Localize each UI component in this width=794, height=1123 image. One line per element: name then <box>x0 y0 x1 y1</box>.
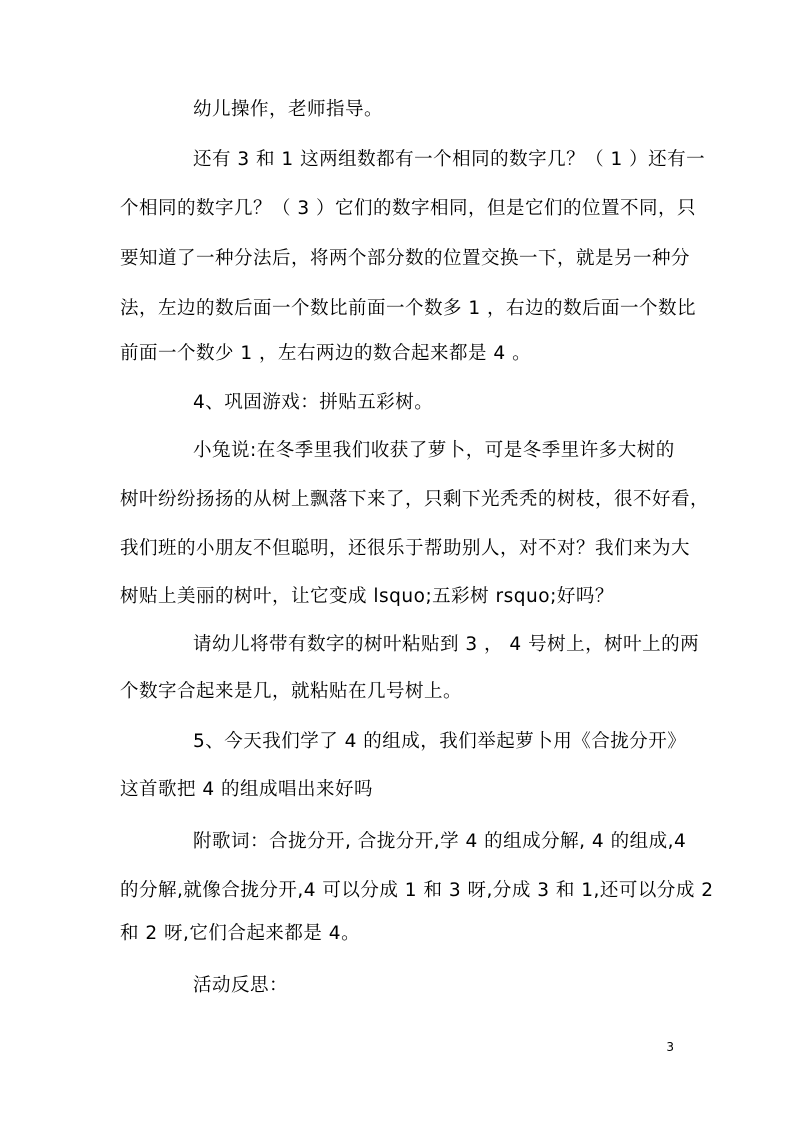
text-line: 活动反思： <box>193 975 289 996</box>
text-line: 个相同的数字几？（ 3 ）它们的数字相同，但是它们的位置不同，只 <box>120 198 697 219</box>
text-line: 个数字合起来是几，就粘贴在几号树上。 <box>120 681 463 702</box>
text-line: 幼儿操作，老师指导。 <box>193 99 384 120</box>
text-line: 的分解,就像合拢分开,4 可以分成 1 和 3 呀,分成 3 和 1,还可以分成 2 <box>120 880 714 901</box>
text-line: 小兔说:在冬季里我们收获了萝卜，可是冬季里许多大树的 <box>193 440 675 461</box>
text-line: 5、今天我们学了 4 的组成，我们举起萝卜用《合拢分开》 <box>193 731 687 752</box>
text-line: 和 2 呀,它们合起来都是 4。 <box>120 923 361 944</box>
text-line: 前面一个数少 1 ，左右两边的数合起来都是 4 。 <box>120 343 532 364</box>
text-line: 要知道了一种分法后，将两个部分数的位置交换一下，就是另一种分 <box>120 248 691 269</box>
text-line: 请幼儿将带有数字的树叶粘贴到 3 ， 4 号树上，树叶上的两 <box>193 634 700 655</box>
text-line: 附歌词：合拢分开, 合拢分开,学 4 的组成分解, 4 的组成,4 <box>193 831 687 852</box>
text-line: 还有 3 和 1 这两组数都有一个相同的数字几？（ 1 ）还有一 <box>193 149 706 170</box>
page-number: 3 <box>666 1040 674 1054</box>
text-line: 我们班的小朋友不但聪明，还很乐于帮助别人，对不对？我们来为大 <box>120 538 691 559</box>
text-line: 4、巩固游戏：拼贴五彩树。 <box>193 392 434 413</box>
text-line: 树贴上美丽的树叶，让它变成 lsquo;五彩树 rsquo;好吗？ <box>120 586 614 607</box>
text-line: 树叶纷纷扬扬的从树上飘落下来了，只剩下光秃秃的树枝，很不好看， <box>120 489 710 510</box>
text-line: 法，左边的数后面一个数比前面一个数多 1 ，右边的数后面一个数比 <box>120 298 697 319</box>
text-line: 这首歌把 4 的组成唱出来好吗 <box>120 779 374 800</box>
